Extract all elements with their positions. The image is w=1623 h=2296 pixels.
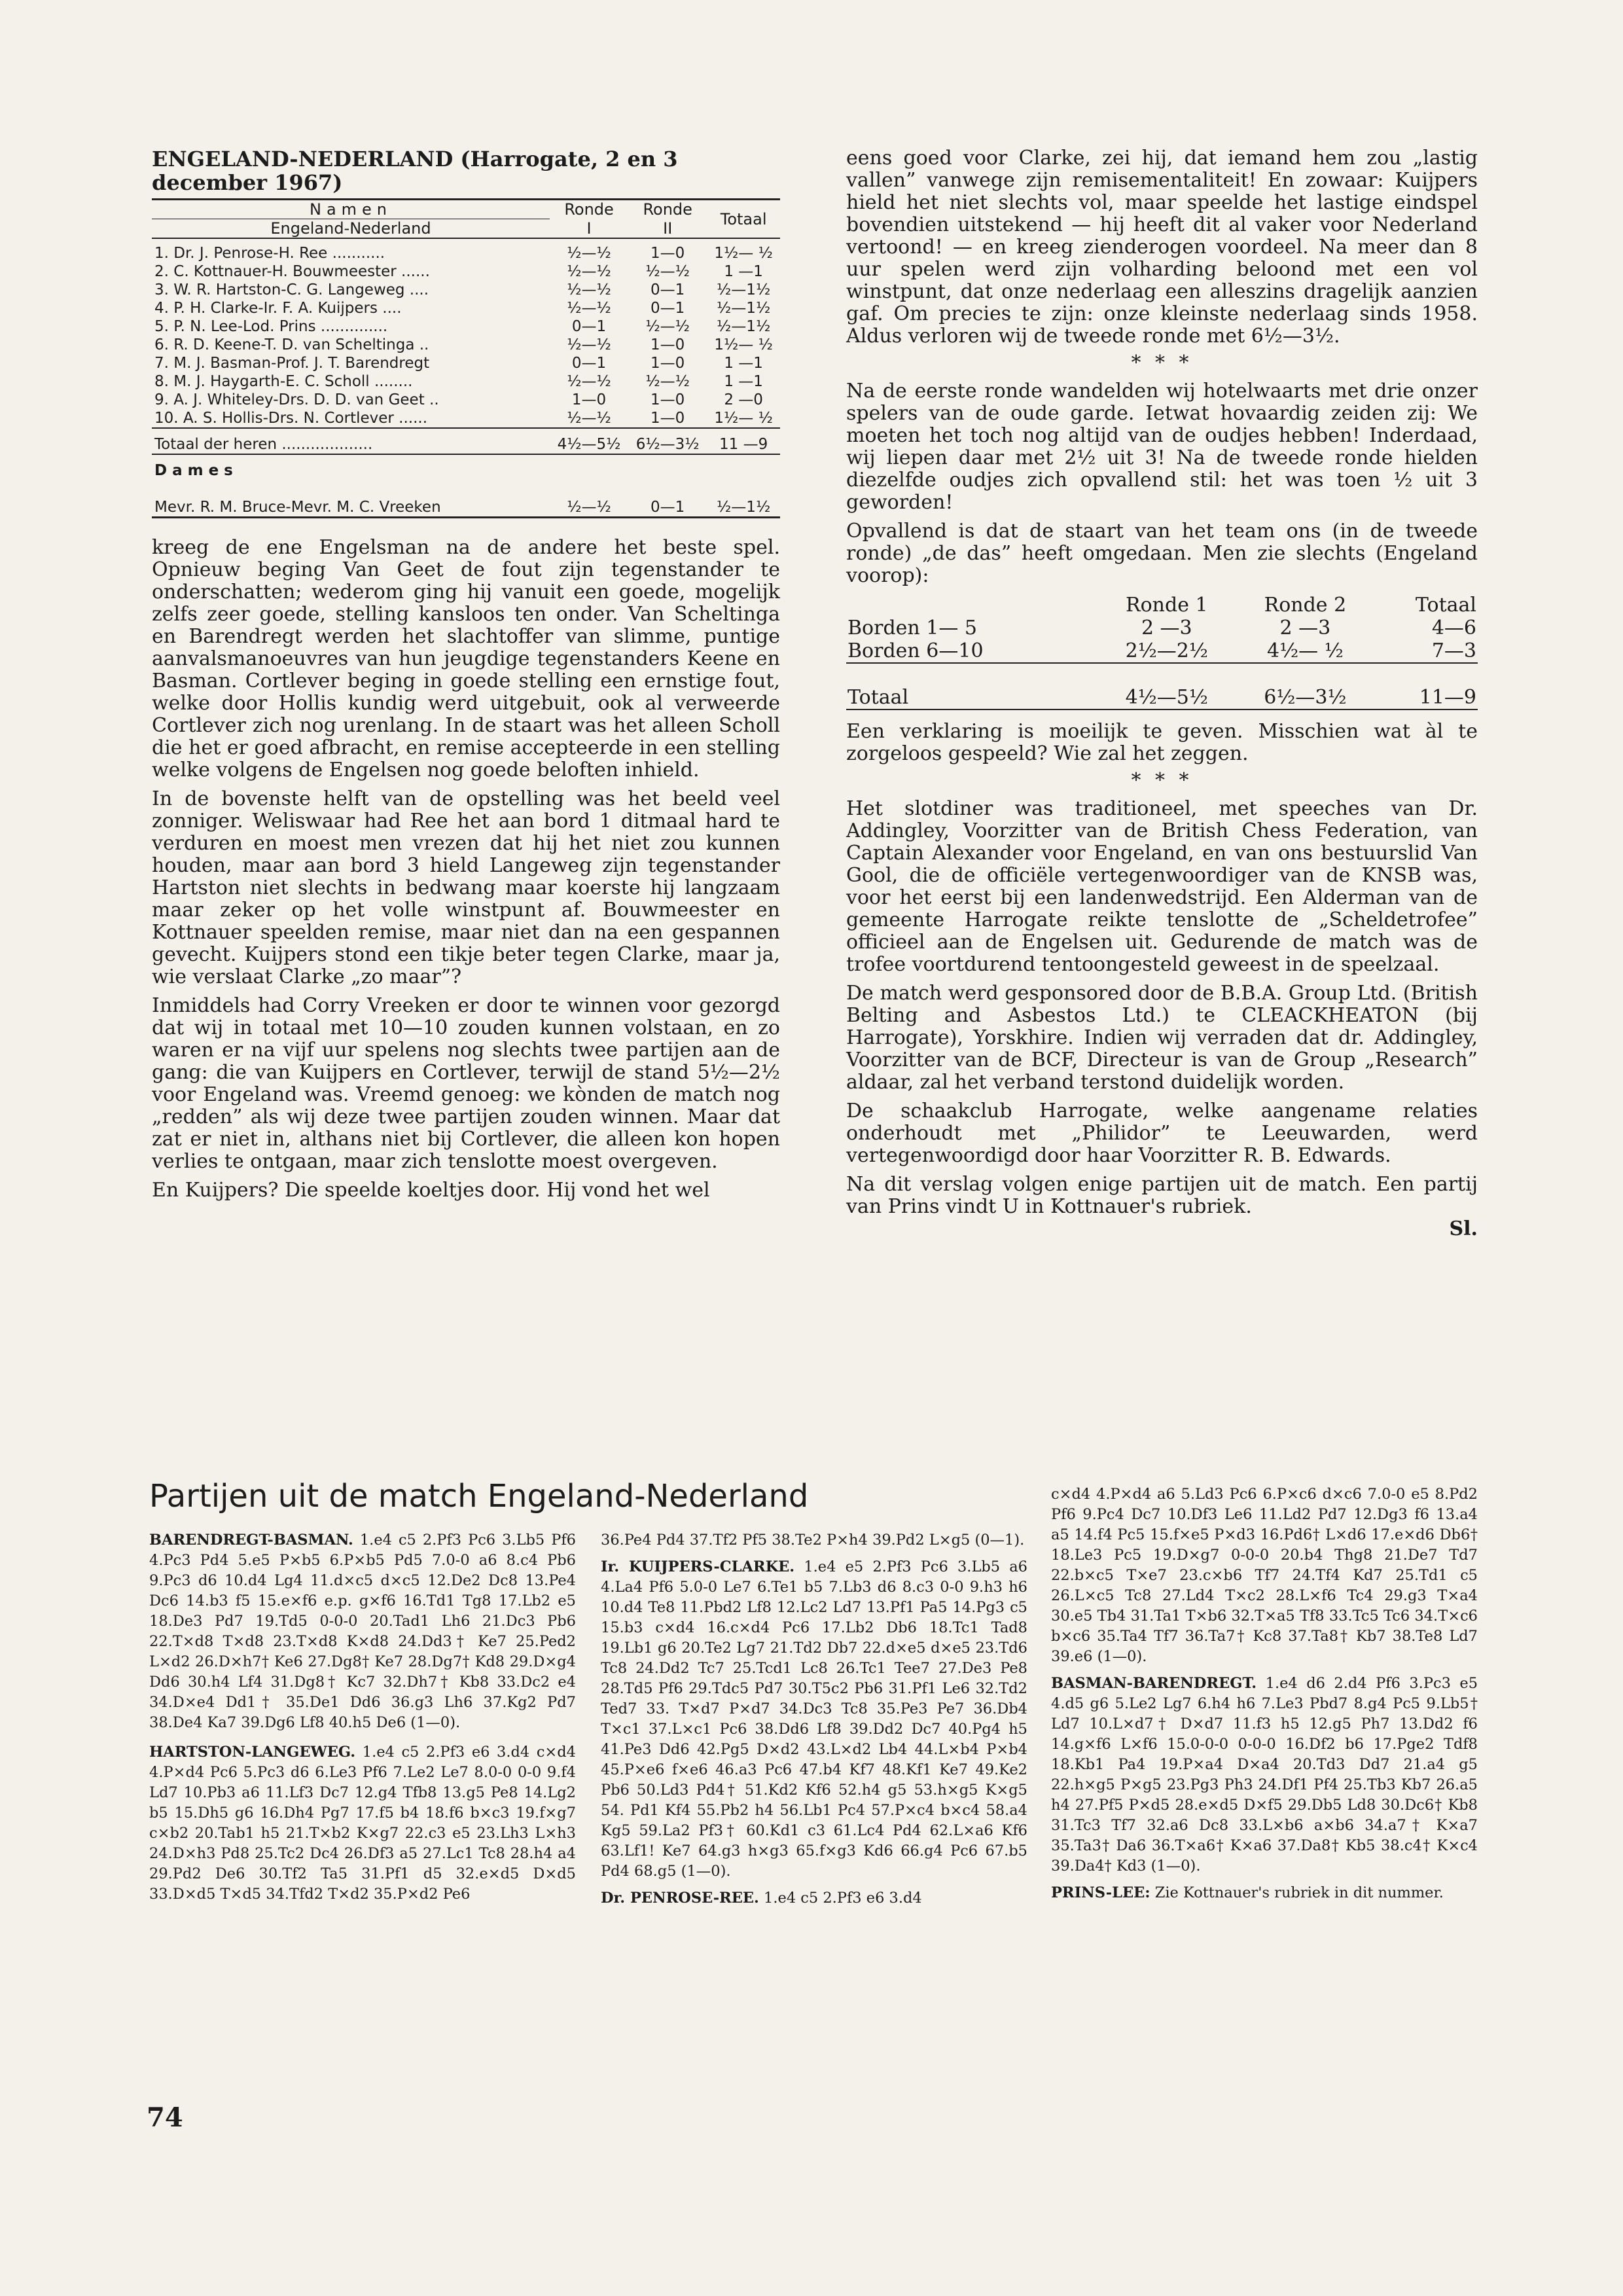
table-row: 2. C. Kottnauer-H. Bouwmeester ...... ½—½ ½—½ 1 —1: [154, 263, 763, 280]
game-moves-continued: 36.Pe4 Pd4 37.Tf2 Pf5 38.Te2 P×h4 39.Pd2 L×g5 (0—1).: [601, 1532, 1025, 1549]
table-row-dames-label: Dames: [154, 462, 238, 479]
game-moves: 1.e4 c5 2.Pf3 Pc6 3.Lb5 Pf6 4.Pc3 Pd4 5.e5 P×b5 6.P×b5 Pd5 7.0-0 a6 8.c4 Pb6 9.Pc3 d6 10.d4 Lg4 11.d×c5 d×c5 12.De2 Dc8 13.Pe4 Dc6 14.b3 f5 15.e×f6 e.p. g×f6 16.Td1 Tg8 17.Lb2 e5 18.De3 Pd7 19.Td5 0-0-0 20.Tad1 Lh6 21.Dc3 Pb6 22.T×d8 T×d8 23.T×d8 K×d8 24.Dd3† Ke7 25.Ped2 L×d2 26.D×h7† Ke6 27.Dg8† Ke7 28.Dg7† Kd8 29.D×g4 Dd6 30.h4 Lf4 31.Dg8† Kc7 32.Dh7† Kb8 33.Dc2 e4 34.D×e4 Dd1† 35.De1 Dd6 36.g3 Lh6 37.Kg2 Pd7 38.De4 Ka7 39.Dg6 Lf8 40.h5 De6 (1—0).: [149, 1532, 576, 1731]
col-header-ronde1: Ronde: [564, 200, 614, 219]
games-column-3: [1051, 1484, 1478, 1910]
game-title: Ir. KUIJPERS-CLARKE.: [601, 1558, 795, 1575]
game-moves: 1.e4 c5 2.Pf3 e6 3.d4: [764, 1890, 922, 1907]
game-title: PRINS-LEE:: [1051, 1884, 1150, 1901]
table-row: 5. P. N. Lee-Lod. Prins .............. 0—1 ½—½ ½—1½: [154, 318, 771, 335]
paragraph: In de bovenste helft van de opstelling was het beeld veel zonniger. Weliswaar had Ree het aan bord 1 ditmaal hard te verduren en moest men vrezen dat hij het niet zou kunnen houden, maar aan bord 3 hield Langeweg zijn tegenstander Hartston niet slechts in bedwang maar koerste hij langzaam maar zeker op het volle winstpunt af. Bouwmeester en Kottnauer speelden remise, maar niet dan na een gespannen gevecht. Kuijpers stond een tikje beter tegen Clarke, maar ja, wie verslaat Clarke „zo maar”?: [152, 787, 780, 988]
table-row-men-total: Totaal der heren ................... 4½—5½ 6½—3½ 11 —9: [154, 436, 768, 453]
author-signature: Sl.: [1449, 1217, 1478, 1240]
paragraph: Inmiddels had Corry Vreeken er door te winnen voor gezorgd dat wij in totaal met 10—10 zouden kunnen volstaan, en zo waren er na vijf uur spelens nog slechts twee partijen aan de gang: die van Kuijpers en Cortlever, terwijl de stand 5½—2½ voor Engeland was. Vreemd genoeg: we kònden de match nog „redden” als wij deze twee partijen zouden winnen. Maar dat zat er niet in, althans niet bij Cortlever, die alleen kon hopen verlies te ontgaan, maar zich tenslotte moest overgeven.: [152, 994, 780, 1173]
right-column: [846, 147, 1478, 1247]
game-title: BARENDREGT-BASMAN.: [149, 1532, 353, 1549]
paragraph: De schaakclub Harrogate, welke aangename relaties onderhoudt met „Philidor” te Leeuwarden, werd vertegenwoordigd door haar Voorzitter R. B. Edwards.: [846, 1100, 1478, 1167]
report-title: ENGELAND-NEDERLAND (Harrogate, 2 en 3 december 1967): [152, 147, 678, 195]
results-table: [152, 198, 780, 518]
table-row: Borden 6—10 2½—2½ 4½— ½ 7—3: [847, 639, 1476, 662]
table-row-total: Totaal 4½—5½ 6½—3½ 11—9: [847, 686, 1476, 709]
paragraph: eens goed voor Clarke, zei hij, dat iemand hem zou „lastig vallen” vanwege zijn remisementaliteit! En zowaar: Kuijpers hield het niet slechts vol, maar speelde het lastige eindspel bovendien uitstekend — hij heeft dit al vaker voor Nederland vertoond! — en kreeg zienderogen voordeel. Na meer dan 8 uur spelen werd zijn volharding beloond met een vol winstpunt, dat onze nederlaag een alleszins dragelijk aanzien gaf. Om precies te zijn: onze kleinste nederlaag sinds 1958. Aldus verloren wij de tweede ronde met 6½—3½.: [846, 147, 1478, 348]
left-column: [152, 147, 780, 1208]
game-entry: [1051, 1674, 1478, 1876]
paragraph: Het slotdiner was traditioneel, met speeches van Dr. Addingley, Voorzitter van de British Chess Federation, van Captain Alexander voor Engeland, en van ons bestuurslid Van Gool, die de officiële vertegenwoordiger van de KNSB was, voor het eerst bij een landenwedstrijd. Een Alderman van de gemeente Harrogate reikte tenslotte de „Scheldetrofee” officieel aan de Engelsen uit. Gedurende de match was de trofee voortdurend tentoongesteld geweest in de speelzaal.: [846, 797, 1478, 976]
table-row: 3. W. R. Hartston-C. G. Langeweg .... ½—½ 0—1 ½—1½: [154, 281, 771, 298]
section-divider: * * *: [1131, 769, 1193, 792]
table-row: 6. R. D. Keene-T. D. van Scheltinga .. ½—½ 1—0 1½— ½: [154, 336, 773, 353]
col-header-ronde2-num: II: [663, 219, 673, 238]
game-note: Zie Kottnauer's rubriek in dit nummer.: [1154, 1884, 1444, 1901]
section-divider: * * *: [1131, 351, 1193, 374]
table-row: 8. M. J. Haygarth-E. C. Scholl ........ ½—½ ½—½ 1 —1: [154, 373, 763, 390]
col-header-match: Engeland-Nederland: [270, 219, 431, 238]
table-row: 10. A. S. Hollis-Drs. N. Cortlever ...... ½—½ 1—0 1½— ½: [154, 410, 773, 427]
game-entry: [601, 1888, 1027, 1909]
paragraph: Na dit verslag volgen enige partijen uit de match. Een partij van Prins vindt U in Kottnauer's rubriek.: [846, 1173, 1478, 1218]
game-title: Dr. PENROSE-REE.: [601, 1890, 759, 1907]
game-entry: [149, 1530, 576, 1733]
table-row: 7. M. J. Basman-Prof. J. T. Barendregt 0—1 1—0 1 —1: [154, 355, 763, 372]
table-row: 9. A. J. Whiteley-Drs. D. D. van Geet .. 1—0 1—0 2 —0: [154, 391, 763, 408]
paragraph: De match werd gesponsored door de B.B.A. Group Ltd. (British Belting and Asbestos Ltd.) te CLEACKHEATON (bij Harrogate), Yorskhire. Indien wij verraden dat dr. Addingley, Voorzitter van de BCF, Directeur is van de Group „Research” aldaar, zal het verband terstond duidelijk worden.: [846, 982, 1478, 1094]
game-entry: [149, 1742, 576, 1905]
game-title: BASMAN-BARENDREGT.: [1051, 1675, 1257, 1692]
paragraph: kreeg de ene Engelsman na de andere het beste spel. Opnieuw beging Van Geet de fout zijn tegenstander te onderschatten; wederom ging hij vanuit een goede, mogelijk zelfs zeer goede, stelling kansloos ten onder. Van Scheltinga en Barendregt werden het slachtoffer van slimme, puntige aanvalsmanoeuvres van hun jeugdige tegenstanders Keene en Basman. Cortlever beging in goede stelling een ernstige fout, welke door Hollis kundig werd uitgebuit, ook al verweerde Cortlever zich nog urenlang. In de staart was het alleen Scholl die het er goed afbracht, en remise accepteerde in een stelling welke volgens de Engelsen nog goede beloften inhield.: [152, 536, 780, 781]
paragraph: En Kuijpers? Die speelde koeltjes door. Hij vond het wel: [152, 1179, 710, 1202]
col-header-ronde2: Ronde: [643, 200, 692, 219]
table-row: Borden 1— 5 2 —3 2 —3 4—6: [847, 617, 1476, 639]
games-section-title: Partijen uit de match Engeland-Nederland: [149, 1478, 809, 1515]
borden-header-r1: Ronde 1: [1126, 594, 1208, 617]
game-moves: 1.e4 d6 2.d4 Pf6 3.Pc3 e5 4.d5 g6 5.Le2 Lg7 6.h4 h6 7.Le3 Pbd7 8.g4 Pc5 9.Lb5† Ld7 10.L×d7† D×d7 11.f3 h5 12.g5 Ph7 13.Dd2 f6 14.g×f6 L×f6 15.0-0-0 0-0-0 16.Df2 b6 17.Pge2 Tdf8 18.Kb1 Pa4 19.P×a4 D×a4 20.Td3 Dd7 21.a4 g5 22.h×g5 P×g5 23.Pg3 Ph3 24.Df1 Pf4 25.Tb3 Kb7 26.a5 h4 27.Pf5 P×d5 28.e×d5 D×f5 29.Db5 Ld8 30.Dc6† Kb8 31.Tc3 Tf7 32.a6 Dc8 33.L×b6 a×b6 34.a7† K×a7 35.Ta3† Da6 36.T×a6† K×a6 37.Da8† Kb5 38.c4† K×c4 39.Da4† Kd3 (1—0).: [1051, 1675, 1478, 1874]
col-header-total: Totaal: [720, 209, 767, 228]
table-row: 1. Dr. J. Penrose-H. Ree ........... ½—½ 1—0 1½— ½: [154, 245, 773, 262]
page-number: 74: [147, 2102, 183, 2133]
col-header-names: Namen: [152, 200, 550, 219]
borden-header-total: Totaal: [1415, 594, 1476, 617]
table-row: 4. P. H. Clarke-Ir. F. A. Kuijpers .... ½—½ 0—1 ½—1½: [154, 300, 771, 317]
borden-header-r2: Ronde 2: [1264, 594, 1347, 617]
game-moves: 1.e4 e5 2.Pf3 Pc6 3.Lb5 a6 4.La4 Pf6 5.0-0 Le7 6.Te1 b5 7.Lb3 d6 8.c3 0-0 9.h3 h6 10.d4 Te8 11.Pbd2 Lf8 12.Lc2 Ld7 13.Pf1 Pa5 14.Pg3 c5 15.b3 c×d4 16.c×d4 Pc6 17.Lb2 Db6 18.Tc1 Tad8 19.Lb1 g6 20.Te2 Lg7 21.Td2 Db7 22.d×e5 d×e5 23.Td6 Tc8 24.Dd2 Tc7 25.Tcd1 Lc8 26.Tc1 Tee7 27.De3 Pe8 28.Td5 Pf6 29.Tdc5 Pd7 30.T5c2 Pb6 31.Pf1 Le6 32.Td2 Ted7 33. T×d7 P×d7 34.Dc3 Tc8 35.Pe3 Pe7 36.Db4 T×c1 37.L×c1 Pc6 38.Dd6 Lf8 39.Dd2 Dc7 40.Pg4 h5 41.Pe3 Dd6 42.Pg5 D×d2 43.L×d2 Lb4 44.L×b4 P×b4 45.P×e6 f×e6 46.a3 Pc6 47.b4 Kf7 48.Kf1 Ke7 49.Ke2 Pb6 50.Ld3 Pd4† 51.Kd2 Kf6 52.h4 g5 53.h×g5 K×g5 54. Pd1 Kf4 55.Pb2 h4 56.Lb1 Pc4 57.P×c4 b×c4 58.a4 Kg5 59.La2 Pf3† 60.Kd1 c3 61.Lc4 Pd4 62.L×a6 Kf6 63.Lf1! Ke7 64.g3 h×g3 65.f×g3 Kd6 66.g4 Pc6 67.b5 Pd4 68.g5 (1—0).: [601, 1558, 1027, 1880]
game-title: HARTSTON-LANGEWEG.: [149, 1744, 356, 1761]
paragraph: Opvallend is dat de staart van het team ons (in de tweede ronde) „de das” heeft omgedaan. Men zie slechts (Engeland voorop):: [846, 520, 1478, 587]
table-row-dames: Mevr. R. M. Bruce-Mevr. M. C. Vreeken ½—½ 0—1 ½—1½: [152, 498, 780, 518]
games-column-2: [601, 1530, 1027, 1915]
paragraph: Na de eerste ronde wandelden wij hotelwaarts met drie onzer spelers van de oude garde. Ietwat hovaardig zeiden zij: We moeten het toch nog altijd van de oudjes hebben! Inderdaad, wij liepen daar met 2½ uit 3! Na de tweede ronde hielden diezelfde oudjes zich opvallend stil: het was toen ½ uit 3 geworden!: [846, 380, 1478, 514]
game-moves-continued: c×d4 4.P×d4 a6 5.Ld3 Pc6 6.P×c6 d×c6 7.0-0 e5 8.Pd2 Pf6 9.Pc4 Dc7 10.Df3 Le6 11.Ld2 Pd7 12.Dg3 f6 13.a4 a5 14.f4 Pc5 15.f×e5 P×d3 16.Pd6† L×d6 17.e×d6 Db6† 18.Le3 Pc5 19.D×g7 0-0-0 20.b4 Thg8 21.De7 Td7 22.b×c5 T×e7 23.c×b6 Tf7 24.Tf4 Kd7 25.Td1 c5 26.L×c5 Tc8 27.Ld4 T×c2 28.L×f6 Tc4 29.g3 T×a4 30.e5 Tb4 31.Ta1 T×b6 32.T×a5 Tf8 33.Tc5 Tc6 34.T×c6 b×c6 35.Ta4 Tf7 36.Ta7† Kc8 37.Ta8† Kb7 38.Te8 Ld7 39.e6 (1—0).: [1051, 1486, 1478, 1665]
col-header-ronde1-num: I: [586, 219, 592, 238]
borden-table: [846, 594, 1478, 710]
game-entry: [1051, 1883, 1478, 1903]
game-moves: 1.e4 c5 2.Pf3 e6 3.d4 c×d4 4.P×d4 Pc6 5.Pc3 d6 6.Le3 Pf6 7.Le2 Le7 8.0-0 0-0 9.f4 Ld7 10.Pb3 a6 11.Lf3 Dc7 12.g4 Tfb8 13.g5 Pe8 14.Lg2 b5 15.Dh5 g6 16.Dh4 Pg7 17.f5 b4 18.f6 b×c3 19.f×g7 c×b2 20.Tab1 h5 21.T×b2 K×g7 22.c3 e5 23.Lh3 L×h3 24.D×h3 Pd8 25.Tc2 Dc4 26.Df3 a5 27.Lc1 Tc8 28.h4 a4 29.Pd2 De6 30.Tf2 Ta5 31.Pf1 d5 32.e×d5 D×d5 33.D×d5 T×d5 34.Tfd2 T×d2 35.P×d2 Pe6: [149, 1744, 577, 1903]
paragraph: Een verklaring is moeilijk te geven. Misschien wat àl te zorgeloos gespeeld? Wie zal het zeggen.: [846, 720, 1478, 765]
games-column-1: [149, 1530, 576, 1911]
game-entry: [601, 1557, 1027, 1882]
